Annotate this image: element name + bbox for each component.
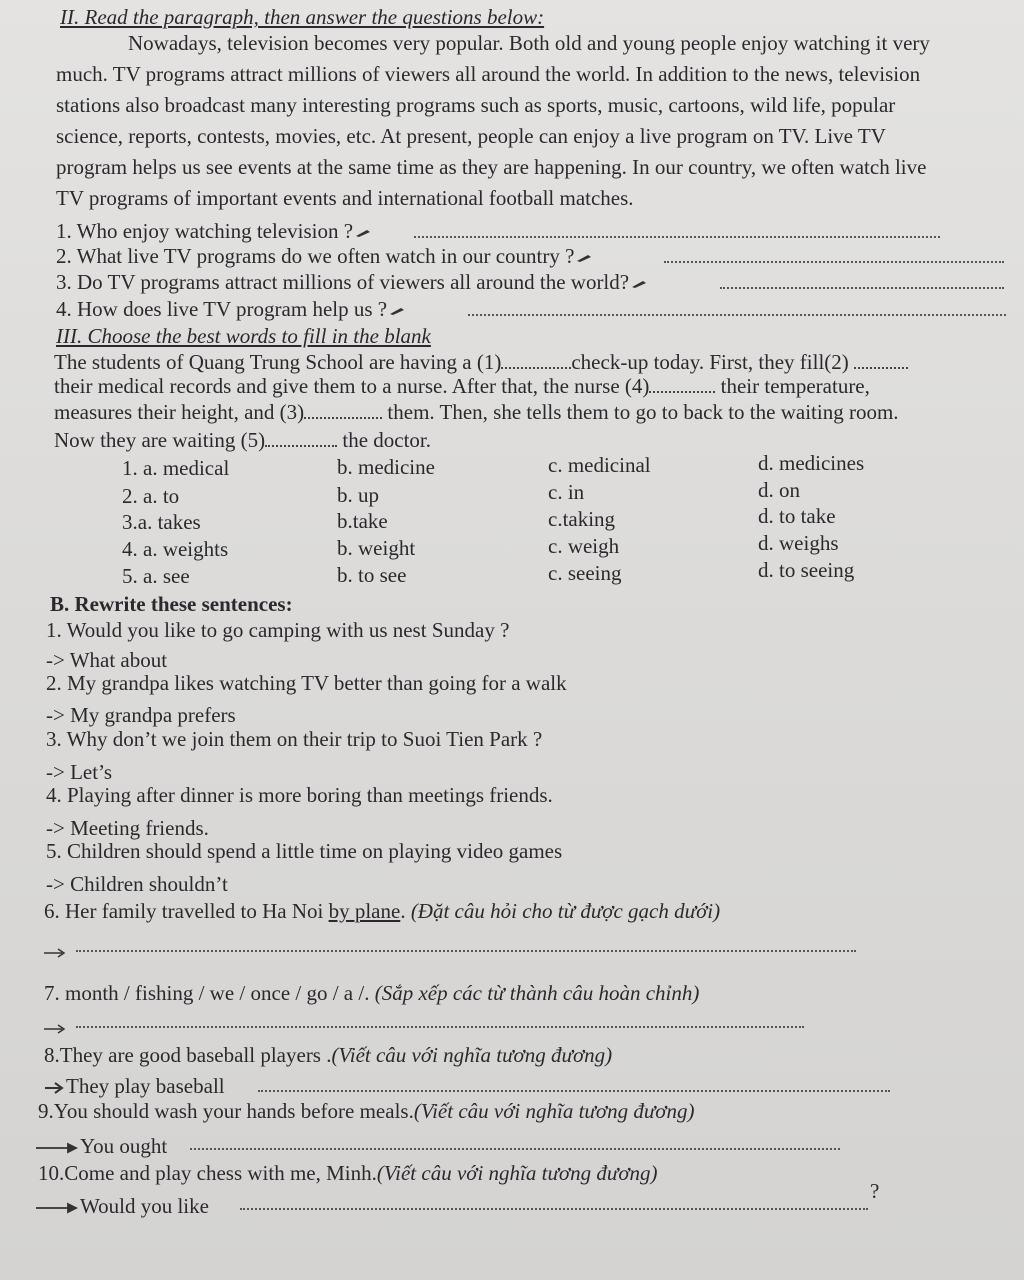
rewrite-q8 [44, 1042, 612, 1068]
option-2a[interactable]: 2. a. to [122, 484, 180, 508]
cloze-line-1b: check-up today. First, they fill(2) [571, 350, 849, 374]
a8-text: They play baseball [66, 1074, 225, 1098]
blank-3[interactable] [304, 403, 382, 419]
q6-text-a: 6. Her family travelled to Ha Noi [44, 899, 329, 923]
q10-text: 10.Come and play chess with me, Minh. [38, 1161, 377, 1185]
rewrite-a4[interactable]: -> Meeting friends. [46, 816, 209, 840]
q6-underlined: by plane [328, 899, 401, 923]
rewrite-q7 [44, 980, 699, 1006]
q10-note: (Viết câu với nghĩa tương đương) [376, 1161, 658, 1185]
question-3 [56, 269, 649, 295]
answer-blank-2[interactable] [664, 261, 1004, 263]
answer-blank-b6[interactable] [76, 950, 856, 952]
question-4 [56, 296, 407, 322]
option-3d[interactable]: d. to take [758, 504, 836, 528]
rewrite-q2: 2. My grandpa likes watching TV better than going for a walk [46, 671, 567, 695]
option-5b[interactable]: b. to see [337, 563, 407, 587]
rewrite-a8[interactable] [44, 1073, 225, 1099]
rewrite-q10 [38, 1160, 658, 1186]
rewrite-q1: 1. Would you like to go camping with us nest Sunday ? [46, 618, 510, 642]
option-1c[interactable]: c. medicinal [548, 453, 651, 477]
option-1a[interactable]: 1. a. medical [122, 456, 230, 480]
answer-blank-b10[interactable] [240, 1208, 868, 1210]
answer-blank-b9[interactable] [190, 1148, 840, 1150]
arrow-right-icon [44, 1024, 68, 1034]
option-4b[interactable]: b. weight [337, 536, 416, 560]
rewrite-a2[interactable]: -> My grandpa prefers [46, 703, 236, 727]
a9-text: You ought [80, 1134, 168, 1158]
option-1d[interactable]: d. medicines [758, 451, 865, 475]
cloze-line-3 [54, 399, 899, 425]
option-2c[interactable]: c. in [548, 480, 585, 504]
paragraph-line-5: program helps us see events at the same time as they are happening. In our country, we often watch live [56, 155, 927, 179]
arrow-right-icon [36, 1142, 80, 1154]
q7-text: 7. month / fishing / we / once / go / a /. [44, 981, 375, 1005]
cloze-line-2b: their temperature, [720, 374, 870, 398]
paragraph-line-4: science, reports, contests, movies, etc. At present, people can enjoy a live program on TV. Live TV [56, 124, 886, 148]
rewrite-a3[interactable]: -> Let’s [46, 760, 113, 784]
cloze-line-4 [54, 427, 431, 453]
question-1 [56, 218, 373, 244]
answer-blank-b7[interactable] [76, 1026, 804, 1028]
option-5a[interactable]: 5. a. see [122, 564, 190, 588]
question-2-text: 2. What live TV programs do we often watch in our country ? [56, 244, 575, 268]
rewrite-a5[interactable]: -> Children shouldn’t [46, 872, 228, 896]
option-4a[interactable]: 4. a. weights [122, 537, 229, 561]
blank-2[interactable] [854, 353, 908, 369]
rewrite-q3: 3. Why don’t we join them on their trip to Suoi Tien Park ? [46, 727, 543, 751]
pencil-icon [355, 228, 371, 238]
paragraph-line-2: much. TV programs attract millions of viewers all around the world. In addition to the news, television [56, 62, 921, 86]
part3-heading: III. Choose the best words to fill in the blank [56, 324, 431, 348]
rewrite-q5: 5. Children should spend a little time on playing video games [46, 839, 563, 863]
pencil-icon [389, 306, 405, 316]
pencil-icon [576, 253, 592, 263]
option-5c[interactable]: c. seeing [548, 561, 622, 585]
option-3c[interactable]: c.taking [548, 507, 616, 531]
blank-1[interactable] [501, 353, 571, 369]
q6-text-b: . [400, 899, 411, 923]
question-1-text: 1. Who enjoy watching television ? [56, 219, 354, 243]
q10-question-mark: ? [870, 1179, 880, 1203]
answer-blank-b8[interactable] [258, 1090, 890, 1092]
rewrite-a1[interactable]: -> What about [46, 648, 168, 672]
paragraph-line-1: Nowadays, television becomes very popular. Both old and young people enjoy watching it very [128, 31, 930, 55]
option-4c[interactable]: c. weigh [548, 534, 620, 558]
q6-note: (Đặt câu hỏi cho từ được gạch dưới) [410, 899, 721, 923]
cloze-line-4b: the doctor. [342, 428, 432, 452]
rewrite-q6 [44, 898, 720, 924]
option-3a[interactable]: 3.a. takes [122, 510, 201, 534]
rewrite-q4: 4. Playing after dinner is more boring than meetings friends. [46, 783, 553, 807]
rewrite-a9[interactable] [36, 1133, 167, 1159]
paragraph-line-6: TV programs of important events and international football matches. [56, 186, 634, 210]
rewrite-q9 [38, 1098, 695, 1124]
arrow-right-icon [36, 1202, 80, 1214]
cloze-line-1a: The students of Quang Trung School are having a (1) [54, 350, 502, 374]
pencil-icon [631, 279, 647, 289]
part2-heading: II. Read the paragraph, then answer the questions below: [60, 5, 545, 29]
option-2b[interactable]: b. up [337, 483, 379, 507]
q8-note: (Viết câu với nghĩa tương đương) [331, 1043, 613, 1067]
q7-note: (Sắp xếp các từ thành câu hoàn chỉnh) [374, 981, 700, 1005]
answer-blank-1[interactable] [414, 236, 940, 238]
paragraph-line-3: stations also broadcast many interesting programs such as sports, music, cartoons, wild life, popular [56, 93, 896, 117]
answer-blank-4[interactable] [468, 314, 1006, 316]
question-3-text: 3. Do TV programs attract millions of viewers all around the world? [56, 270, 630, 294]
cloze-line-2 [54, 373, 870, 399]
answer-blank-3[interactable] [720, 287, 1004, 289]
cloze-line-3a: measures their height, and (3) [54, 400, 305, 424]
option-2d[interactable]: d. on [758, 478, 800, 502]
arrow-right-icon [44, 1081, 66, 1095]
option-5d[interactable]: d. to seeing [758, 558, 855, 582]
option-3b[interactable]: b.take [337, 509, 388, 533]
cloze-line-1 [54, 349, 908, 375]
cloze-line-3b: them. Then, she tells them to go to back to the waiting room. [387, 400, 899, 424]
blank-5[interactable] [265, 431, 337, 447]
q9-text: 9.You should wash your hands before meals. [38, 1099, 414, 1123]
a10-text: Would you like [80, 1194, 209, 1218]
cloze-line-4a: Now they are waiting (5) [54, 428, 266, 452]
arrow-right-icon [44, 948, 68, 958]
q8-text: 8.They are good baseball players . [44, 1043, 332, 1067]
q9-note: (Viết câu với nghĩa tương đương) [413, 1099, 695, 1123]
option-4d[interactable]: d. weighs [758, 531, 839, 555]
blank-4[interactable] [649, 377, 715, 393]
option-1b[interactable]: b. medicine [337, 455, 435, 479]
rewrite-a10[interactable] [36, 1193, 209, 1219]
question-2 [56, 243, 594, 269]
partB-heading: B. Rewrite these sentences: [50, 592, 293, 616]
cloze-line-2a: their medical records and give them to a nurse. After that, the nurse (4) [54, 374, 650, 398]
question-4-text: 4. How does live TV program help us ? [56, 297, 388, 321]
